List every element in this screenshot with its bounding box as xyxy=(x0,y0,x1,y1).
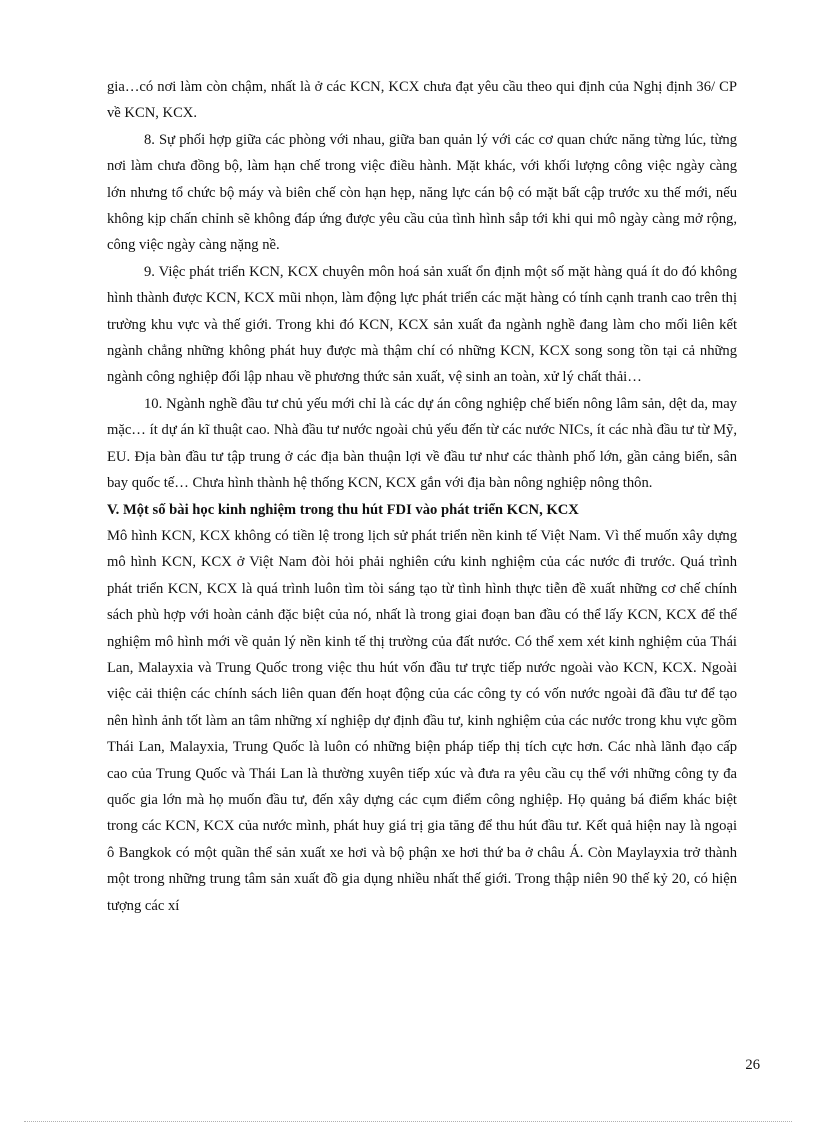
paragraph-continuation: gia…có nơi làm còn chậm, nhất là ở các KCN, KCX chưa đạt yêu cầu theo qui định của Nghị định 36/ CP về KCN, KCX. xyxy=(107,79,737,122)
section-heading: V. Một số bài học kinh nghiệm trong thu hút FDI vào phát triển KCN, KCX xyxy=(107,501,579,518)
section-paragraph: Mô hình KCN, KCX không có tiền lệ trong lịch sử phát triển nền kinh tế Việt Nam. Vì thế muốn xây dựng mô hình KCN, KCX ở Việt Nam đòi hỏi phải nghiên cứu kinh nghiệm của các nước đi trước. Quá trình phát triển KCN, KCX là quá trình luôn tìm tòi sáng tạo từ tình hình thực tiễn đề xuất những cơ chế chính sách phù hợp với hoàn cảnh đặc biệt của nó, nhất là trong giai đoạn ban đầu có thể lấy KCN, KCX để thể nghiệm mô hình mới về quản lý nền kinh tế thị trường của đất nước. Có thể xem xét kinh nghiệm của Thái Lan, Malayxia và Trung Quốc trong việc thu hút vốn đầu tư trực tiếp nước ngoài vào KCN, KCX. Ngoài việc cải thiện các chính sách liên quan đến hoạt động của các công ty có vốn nước ngoài đã đầu tư để tạo nên hình ảnh tốt làm an tâm những xí nghiệp dự định đầu tư, kinh nghiệm của các nước trong khu vực gồm Thái Lan, Malayxia, Trung Quốc là luôn có những biện pháp tiếp thị tích cực hơn. Các nhà lãnh đạo cấp cao của Trung Quốc và Thái Lan là thường xuyên tiếp xúc và đưa ra yêu cầu cụ thể với những công ty đa quốc gia lớn mà họ muốn đầu tư, đến xây dựng các cụm điểm công nghiệp. Họ quảng bá điểm khác biệt trong các KCN, KCX của nước mình, phát huy giá trị gia tăng để thu hút đầu tư. Kết quả hiện nay là ngoại ô Bangkok có một quần thể sản xuất xe hơi và bộ phận xe hơi thứ ba ở châu Á. Còn Maylayxia trở thành một trong những trung tâm sản xuất đồ gia dụng nhiều nhất thế giới. Trong thập niên 90 thế kỷ 20, có hiện tượng các xí xyxy=(107,527,737,914)
page-number: 26 xyxy=(745,1057,760,1073)
paragraph-item-10: 10. Ngành nghề đầu tư chủ yếu mới chỉ là các dự án công nghiệp chế biến nông lâm sản, dệt da, may mặc… ít dự án kĩ thuật cao. Nhà đầu tư nước ngoài chủ yếu đến từ các nước NICs, ít các nhà đầu tư từ Mỹ, EU. Địa bàn đầu tư tập trung ở các địa bàn thuận lợi về đầu tư như các thành phố lớn, gần cảng biển, sân bay quốc tế… Chưa hình thành hệ thống KCN, KCX gắn với địa bàn nông nghiệp nông thôn. xyxy=(107,395,737,492)
page-content xyxy=(107,74,737,919)
paragraph-item-8: 8. Sự phối hợp giữa các phòng với nhau, giữa ban quản lý với các cơ quan chức năng từng lúc, từng nơi làm chưa đồng bộ, làm hạn chế trong việc điều hành. Mặt khác, với khối lượng công việc ngày càng lớn nhưng tổ chức bộ máy và biên chế còn hạn hẹp, năng lực cán bộ có mặt bất cập trước xu thế mới, nếu không kịp chấn chỉnh sẽ không đáp ứng được yêu cầu của tình hình sắp tới khi qui mô ngày càng mở rộng, công việc ngày càng nặng nề. xyxy=(107,131,737,254)
paragraph-item-9: 9. Việc phát triển KCN, KCX chuyên môn hoá sản xuất ổn định một số mặt hàng quá ít do đó không hình thành được KCN, KCX mũi nhọn, làm động lực phát triển các mặt hàng có tính cạnh tranh cao trên thị trường khu vực và thế giới. Trong khi đó KCN, KCX sản xuất đa ngành nghề đang làm cho mối liên kết ngành chẳng những không phát huy được mà thậm chí có những KCN, KCX song song tồn tại cả những ngành công nghiệp đối lập nhau về phương thức sản xuất, vệ sinh an toàn, xử lý chất thải… xyxy=(107,263,737,386)
page-bottom-divider xyxy=(24,1121,792,1122)
